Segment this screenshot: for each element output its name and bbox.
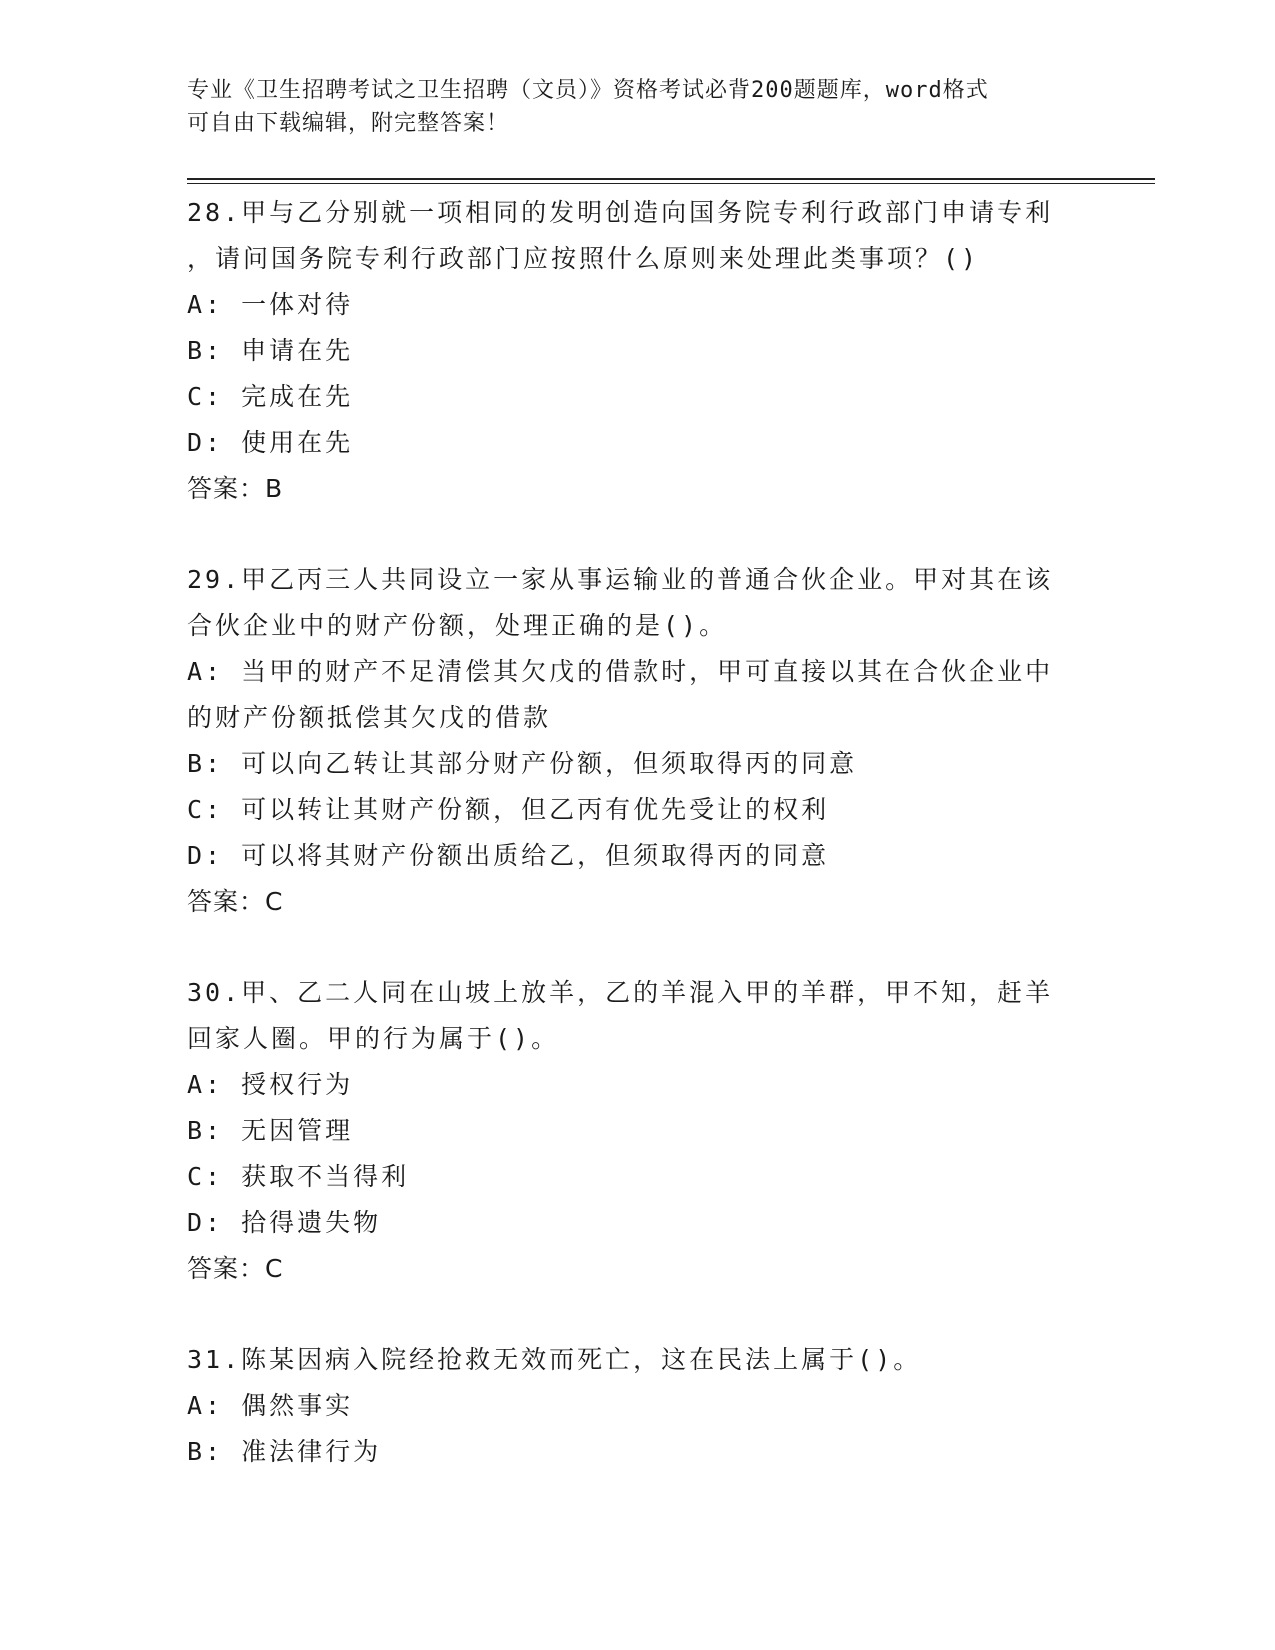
option-a: A: 授权行为	[187, 1070, 354, 1099]
question-item	[187, 190, 1087, 512]
option-a-continued: 的财产份额抵偿其欠戊的借款	[187, 703, 552, 732]
answer-line: 答案：B	[187, 474, 284, 503]
header-divider-thick	[187, 178, 1155, 180]
option-b: B: 申请在先	[187, 336, 354, 365]
question-stem-line: 回家人圈。甲的行为属于()。	[187, 1024, 560, 1053]
question-list	[187, 190, 1087, 1520]
document-header	[187, 74, 1087, 140]
question-stem-line: 合伙企业中的财产份额，处理正确的是()。	[187, 611, 728, 640]
option-a: A: 一体对待	[187, 290, 354, 319]
question-stem-line: 31.陈某因病入院经抢救无效而死亡，这在民法上属于()。	[187, 1345, 922, 1374]
question-stem-line: 28.甲与乙分别就一项相同的发明创造向国务院专利行政部门申请专利	[187, 198, 1054, 227]
question-stem-line: 30.甲、乙二人同在山坡上放羊，乙的羊混入甲的羊群，甲不知，赶羊	[187, 978, 1054, 1007]
option-a: A: 当甲的财产不足清偿其欠戊的借款时，甲可直接以其在合伙企业中	[187, 657, 1054, 686]
option-d: D: 使用在先	[187, 428, 354, 457]
header-line-1: 专业《卫生招聘考试之卫生招聘（文员）》资格考试必背200题题库，word格式	[187, 78, 989, 103]
option-c: C: 完成在先	[187, 382, 354, 411]
answer-line: 答案：C	[187, 1254, 284, 1283]
answer-line: 答案：C	[187, 887, 284, 916]
option-b: B: 可以向乙转让其部分财产份额，但须取得丙的同意	[187, 749, 858, 778]
option-c: C: 获取不当得利	[187, 1162, 410, 1191]
header-line-2: 可自由下载编辑，附完整答案！	[187, 111, 510, 136]
question-item	[187, 1337, 1087, 1475]
question-stem-line: ，请问国务院专利行政部门应按照什么原则来处理此类事项？()	[187, 244, 980, 273]
question-stem-line: 29.甲乙丙三人共同设立一家从事运输业的普通合伙企业。甲对其在该	[187, 565, 1054, 594]
option-d: D: 拾得遗失物	[187, 1208, 382, 1237]
question-item	[187, 557, 1087, 925]
option-c: C: 可以转让其财产份额，但乙丙有优先受让的权利	[187, 795, 830, 824]
header-divider-thin	[187, 183, 1155, 184]
question-item	[187, 970, 1087, 1292]
option-d: D: 可以将其财产份额出质给乙，但须取得丙的同意	[187, 841, 830, 870]
option-a: A: 偶然事实	[187, 1391, 354, 1420]
option-b: B: 无因管理	[187, 1116, 354, 1145]
option-b: B: 准法律行为	[187, 1437, 382, 1466]
